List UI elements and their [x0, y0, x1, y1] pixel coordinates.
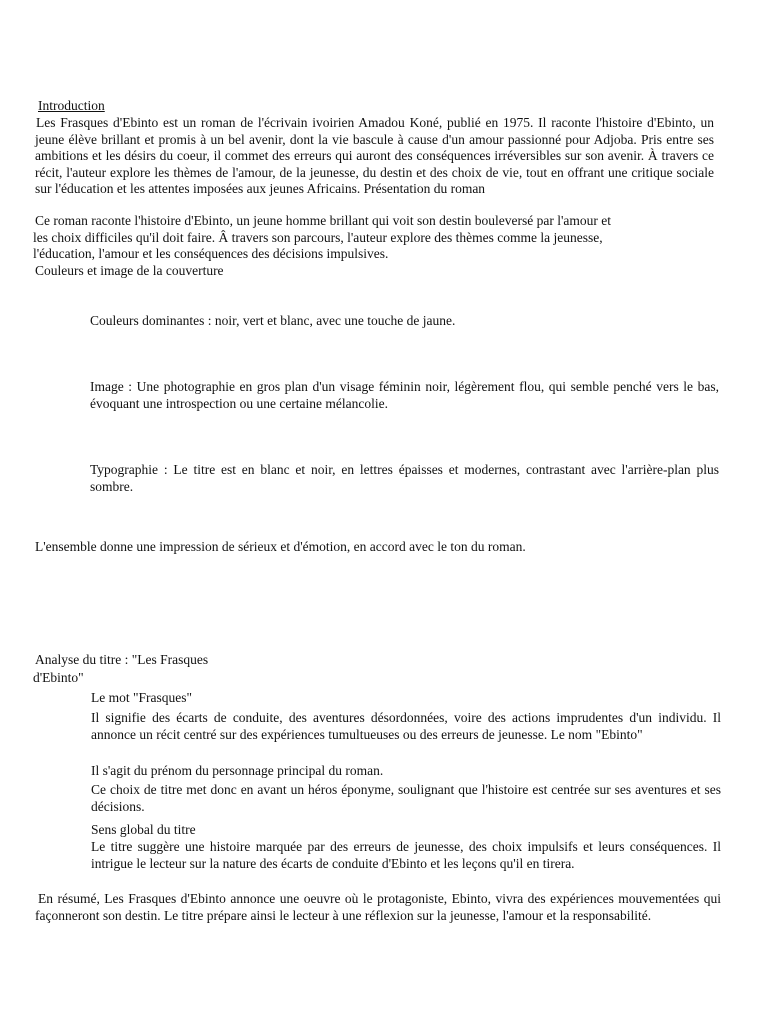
- cover-typography: Typographie : Le titre est en blanc et noir, en lettres épaisses et modernes, contrastant avec l'arrière-plan plus sombre.: [90, 462, 719, 494]
- presentation-line-1: Ce roman raconte l'histoire d'Ebinto, un jeune homme brillant qui voit son destin bouleversé par l'amour et: [35, 213, 612, 228]
- cover-heading: Couleurs et image de la couverture: [35, 263, 224, 278]
- presentation-line-2: les choix difficiles qu'il doit faire. Â travers son parcours, l'auteur explore des thèmes comme la jeunesse,: [33, 230, 603, 245]
- title-analysis-heading: Analyse du titre : "Les Frasques: [35, 652, 209, 667]
- cover-summary: L'ensemble donne une impression de sérieux et d'émotion, en accord avec le ton du roman.: [35, 539, 526, 554]
- choice-text: Ce choix de titre met donc en avant un héros éponyme, soulignant que l'histoire est centrée sur ses aventures et ses décisions.: [91, 782, 721, 814]
- name-text: Il s'agit du prénom du personnage principal du roman.: [91, 763, 384, 778]
- cover-colors: Couleurs dominantes : noir, vert et blanc, avec une touche de jaune.: [90, 313, 456, 328]
- introduction-paragraph: Les Frasques d'Ebinto est un roman de l'écrivain ivoirien Amadou Koné, publié en 1975. Il raconte l'histoire d'Ebinto, un jeune élève brillant et promis à un bel avenir, dont la vie bascule à cause d'un amour passionné pour Adjoba. Pris entre ses ambitions et les désirs du coeur, il commet des erreurs qui auront des conséquences irréversibles sur son avenir. À travers ce récit, l'auteur explore les thèmes de l'amour, de la jeunesse, du destin et des choix de vie, tout en offrant une critique sociale sur l'éducation et les attentes imposées aux jeunes Africains. Présentation du roman: [35, 115, 714, 197]
- title-analysis-heading-cont: d'Ebinto": [33, 670, 84, 685]
- word-heading: Le mot "Frasques": [91, 690, 193, 705]
- introduction-heading: Introduction: [38, 98, 105, 113]
- word-text: Il signifie des écarts de conduite, des aventures désordonnées, voire des actions imprudentes d'un individu. Il annonce un récit centré sur des expériences tumultueuses ou des erreurs de jeunesse. Le nom "Ebinto": [91, 710, 721, 742]
- global-text: Le titre suggère une histoire marquée par des erreurs de jeunesse, des choix impulsifs et leurs conséquences. Il intrigue le lecteur sur la nature des écarts de conduite d'Ebinto et les leçons qu'il en tirera.: [91, 839, 721, 871]
- conclusion-paragraph: En résumé, Les Frasques d'Ebinto annonce une oeuvre où le protagoniste, Ebinto, vivra des expériences mouvementées qui façonneront son destin. Le titre prépare ainsi le lecteur à une réflexion sur la jeunesse, l'amour et la responsabilité.: [35, 891, 721, 923]
- presentation-line-3: l'éducation, l'amour et les conséquences des décisions impulsives.: [33, 246, 389, 261]
- global-heading: Sens global du titre: [91, 822, 196, 837]
- cover-image: Image : Une photographie en gros plan d'un visage féminin noir, légèrement flou, qui semble penché vers le bas, évoquant une introspection ou une certaine mélancolie.: [90, 379, 719, 411]
